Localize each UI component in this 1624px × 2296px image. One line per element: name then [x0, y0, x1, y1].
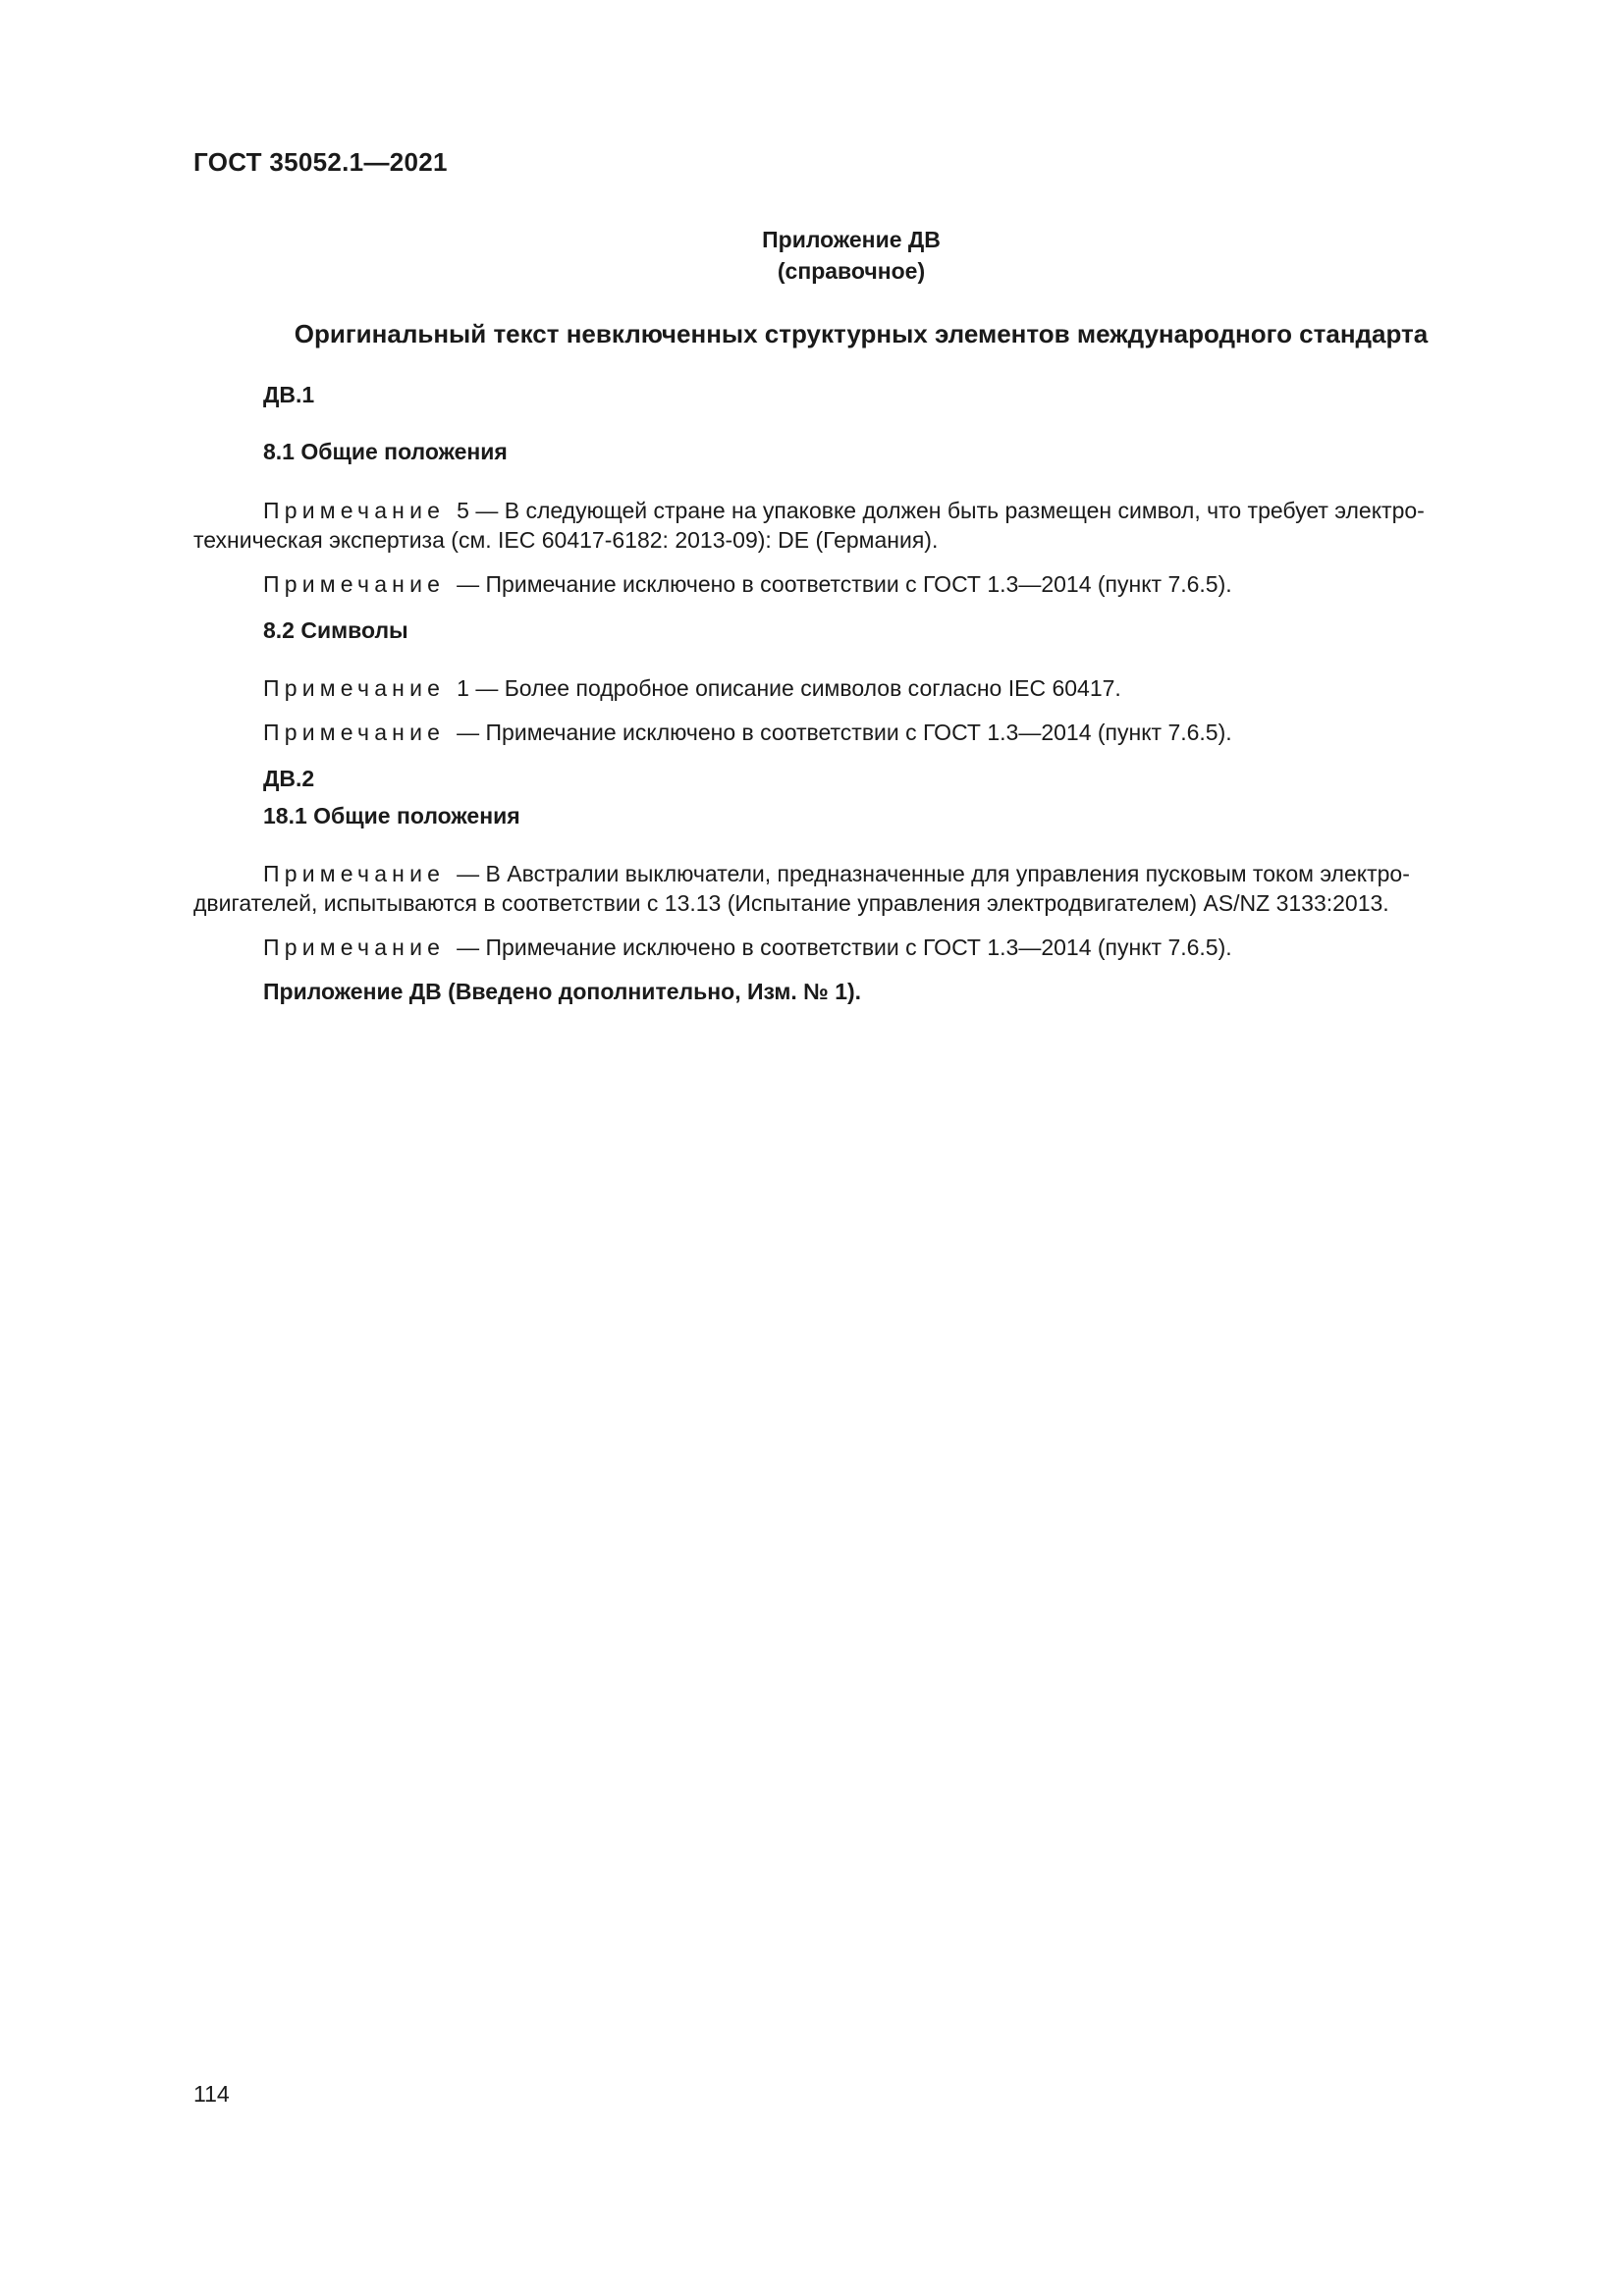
note-text: — Примечание исключено в соответствии с ГОСТ 1.3—2014 (пункт 7.6.5).: [457, 720, 1232, 745]
subsection-8-2-heading: 8.2 Символы: [263, 617, 408, 643]
note-8-1-a-line2: техническая экспертиза (см. IEC 60417-6182: 2013-09): DE (Германия).: [193, 527, 939, 553]
note-label: Примечание: [263, 498, 446, 523]
subsection-8-1-heading: 8.1 Общие положения: [263, 439, 508, 464]
annex-kind: (справочное): [777, 258, 926, 284]
annex-title: Приложение ДВ: [762, 227, 941, 252]
subsection-18-1-heading: 18.1 Общие положения: [263, 803, 520, 828]
note-text: — Примечание исключено в соответствии с ГОСТ 1.3—2014 (пункт 7.6.5).: [457, 571, 1232, 597]
note-18-1-a-line1: [263, 859, 1410, 888]
note-18-1-b: [263, 933, 1232, 962]
note-text: 5 — В следующей стране на упаковке должен быть размещен символ, что требует электро-: [457, 498, 1425, 523]
section-label-dv2: ДВ.2: [263, 766, 315, 791]
note-label: Примечание: [263, 934, 446, 960]
document-code: ГОСТ 35052.1—2021: [193, 147, 448, 177]
note-label: Примечание: [263, 861, 446, 886]
note-label: Примечание: [263, 720, 446, 745]
annex-main-title: Оригинальный текст невключенных структурных элементов международного стандарта: [294, 319, 1429, 348]
note-label: Примечание: [263, 675, 446, 701]
note-8-2-a: [263, 673, 1121, 703]
note-18-1-a-line2: двигателей, испытываются в соответствии с 13.13 (Испытание управления электродвигателем) AS/NZ 3133:2013.: [193, 890, 1389, 916]
annex-amendment-note: Приложение ДВ (Введено дополнительно, Изм. № 1).: [263, 979, 862, 1004]
note-label: Примечание: [263, 571, 446, 597]
note-8-1-a-line1: [263, 496, 1425, 525]
note-8-2-b: [263, 718, 1232, 747]
note-text: 1 — Более подробное описание символов согласно IEC 60417.: [457, 675, 1121, 701]
section-label-dv1: ДВ.1: [263, 382, 315, 407]
note-8-1-b: [263, 569, 1232, 599]
note-text: — Примечание исключено в соответствии с ГОСТ 1.3—2014 (пункт 7.6.5).: [457, 934, 1232, 960]
note-text: — В Австралии выключатели, предназначенные для управления пусковым током электро-: [457, 861, 1410, 886]
page-number: 114: [193, 2081, 230, 2107]
